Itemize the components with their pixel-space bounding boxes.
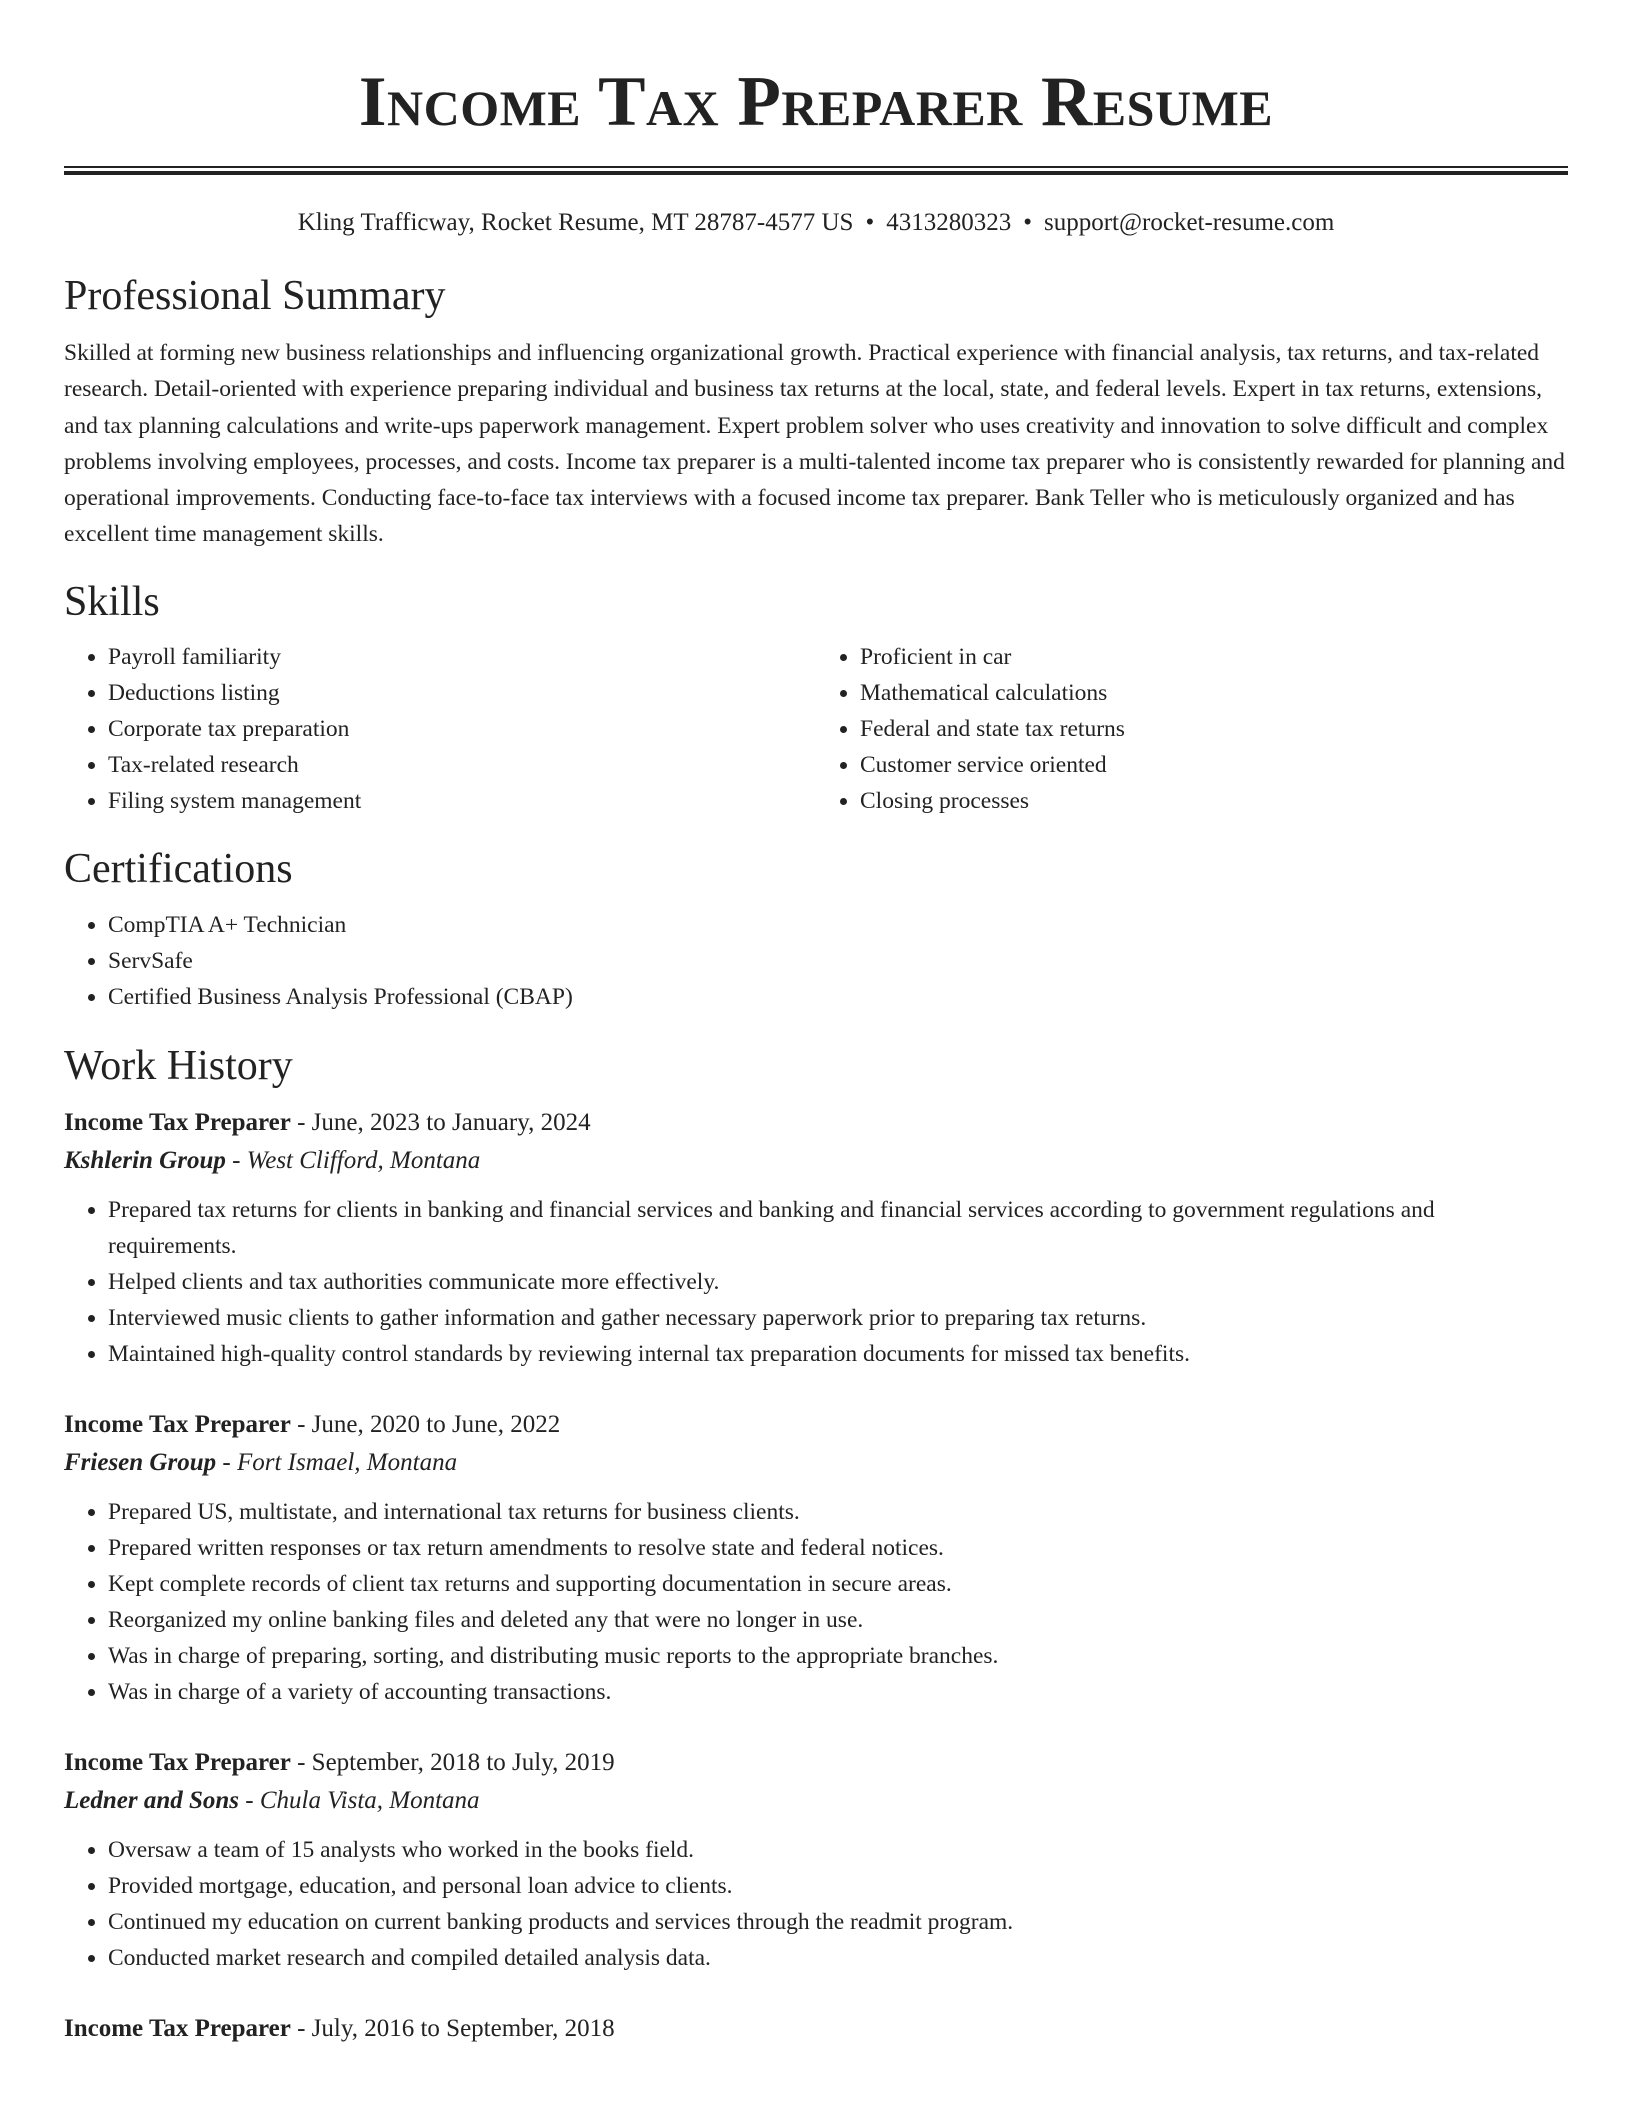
contact-address: Kling Trafficway, Rocket Resume, MT 28787-4577 US: [297, 209, 854, 236]
job-duty-item: • Prepared tax returns for clients in banking and financial services and banking and financial services according to government regulations and requirements.: [108, 1192, 1568, 1264]
job-header: Income Tax Preparer - September, 2018 to July, 2019: [64, 1748, 615, 1776]
job-duty-item: • Interviewed music clients to gather information and gather necessary paperwork prior to preparing tax returns.: [108, 1300, 1568, 1336]
skills-list-left: [64, 639, 816, 819]
job-duty-item: • Conducted market research and compiled detailed analysis data.: [108, 1940, 1568, 1976]
job-header: Income Tax Preparer - June, 2023 to January, 2024: [64, 1108, 591, 1136]
job-duty-item: • Continued my education on current banking products and services through the readmit program.: [108, 1904, 1568, 1940]
title-divider: [64, 166, 1568, 175]
contact-separator: •: [865, 209, 875, 236]
skill-item: • Mathematical calculations: [860, 675, 1568, 711]
skills-section: [64, 575, 1568, 819]
contact-separator: •: [1023, 209, 1032, 236]
job-location: Fort Ismael, Montana: [236, 1448, 458, 1476]
job-employer: Ledner and Sons - Chula Vista, Montana: [64, 1786, 480, 1814]
job-header: Income Tax Preparer - June, 2020 to June, 2022: [64, 1410, 561, 1438]
work-history-heading: Work History: [64, 1042, 293, 1089]
job-entry: [64, 2010, 1568, 2048]
job-title: Income Tax Preparer: [64, 1108, 291, 1136]
resume-title: Income Tax Preparer Resume: [358, 63, 1274, 141]
summary-text: Skilled at forming new business relationships and influencing organizational growth. Practical experience with financial analysis, tax returns, and tax-related research. Detail-oriented with experience preparing individual and business tax returns at the local, state, and federal levels. Expert in tax returns, extensions, and tax planning calculations and write-ups paperwork management. Expert problem solver who uses creativity and innovation to solve difficult and complex problems involving employees, processes, and costs. Income tax preparer is a multi-talented income tax preparer who is consistently rewarded for planning and operational improvements. Conducting face-to-face tax interviews with a focused income tax preparer. Bank Teller who is meticulously organized and has excellent time management skills.: [64, 340, 1565, 548]
job-employer: Kshlerin Group - West Clifford, Montana: [64, 1146, 481, 1174]
skill-item: • Proficient in car: [860, 639, 1568, 675]
skill-item: • Federal and state tax returns: [860, 711, 1568, 747]
job-entry: [64, 1406, 1568, 1710]
job-dates: June, 2020 to June, 2022: [311, 1410, 561, 1438]
job-duty-item: • Prepared US, multistate, and international tax returns for business clients.: [108, 1494, 1568, 1530]
job-company: Kshlerin Group: [64, 1146, 226, 1174]
job-duty-item: • Kept complete records of client tax returns and supporting documentation in secure areas.: [108, 1566, 1568, 1602]
job-duty-item: • Prepared written responses or tax return amendments to resolve state and federal notices.: [108, 1530, 1568, 1566]
job-duty-item: • Was in charge of a variety of accounting transactions.: [108, 1674, 1568, 1710]
job-title: Income Tax Preparer: [64, 1410, 291, 1438]
job-title: Income Tax Preparer: [64, 2014, 291, 2042]
skills-list-right: [816, 639, 1568, 819]
skill-item: • Closing processes: [860, 783, 1568, 819]
certification-item: • ServSafe: [108, 943, 1568, 979]
job-duty-item: • Was in charge of preparing, sorting, and distributing music reports to the appropriate branches.: [108, 1638, 1568, 1674]
certifications-list: [64, 907, 1568, 1015]
skill-item: • Tax-related research: [108, 747, 816, 783]
certifications-heading: Certifications: [64, 845, 293, 892]
job-dates: July, 2016 to September, 2018: [311, 2014, 615, 2042]
certification-item: • Certified Business Analysis Professional (CBAP): [108, 979, 1568, 1015]
job-company: Friesen Group: [64, 1448, 217, 1476]
skill-item: • Customer service oriented: [860, 747, 1568, 783]
skill-item: • Deductions listing: [108, 675, 816, 711]
contact-line: [64, 205, 1568, 241]
job-location: West Clifford, Montana: [246, 1146, 481, 1174]
skill-item: • Corporate tax preparation: [108, 711, 816, 747]
job-entry: [64, 1104, 1568, 1372]
skills-columns: [64, 639, 1568, 819]
job-duty-item: • Reorganized my online banking files and deleted any that were no longer in use.: [108, 1602, 1568, 1638]
job-dates: September, 2018 to July, 2019: [311, 1748, 615, 1776]
job-duty-item: • Provided mortgage, education, and personal loan advice to clients.: [108, 1868, 1568, 1904]
job-duty-item: • Oversaw a team of 15 analysts who worked in the books field.: [108, 1832, 1568, 1868]
job-company: Ledner and Sons: [64, 1786, 240, 1814]
job-duties-list: [64, 1494, 1568, 1710]
contact-email: support@rocket-resume.com: [1044, 209, 1335, 236]
skills-heading: Skills: [64, 578, 160, 625]
summary-section: [64, 269, 1568, 553]
skill-item: • Payroll familiarity: [108, 639, 816, 675]
job-dates: June, 2023 to January, 2024: [311, 1108, 591, 1136]
job-duty-item: • Helped clients and tax authorities communicate more effectively.: [108, 1264, 1568, 1300]
job-entry: [64, 1744, 1568, 1976]
certification-item: • CompTIA A+ Technician: [108, 907, 1568, 943]
job-title: Income Tax Preparer: [64, 1748, 291, 1776]
summary-heading: Professional Summary: [64, 273, 446, 319]
work-history-section: [64, 1039, 1568, 2048]
job-location: Chula Vista, Montana: [259, 1786, 480, 1814]
job-employer: Friesen Group - Fort Ismael, Montana: [64, 1448, 458, 1476]
job-duty-item: • Maintained high-quality control standards by reviewing internal tax preparation documents for missed tax benefits.: [108, 1336, 1568, 1372]
job-duties-list: [64, 1192, 1568, 1372]
resume-page: [64, 0, 1568, 2048]
job-header: Income Tax Preparer - July, 2016 to September, 2018: [64, 2014, 615, 2042]
skill-item: • Filing system management: [108, 783, 816, 819]
certifications-section: [64, 842, 1568, 1015]
contact-phone: 4313280323: [886, 209, 1012, 236]
job-duties-list: [64, 1832, 1568, 1976]
